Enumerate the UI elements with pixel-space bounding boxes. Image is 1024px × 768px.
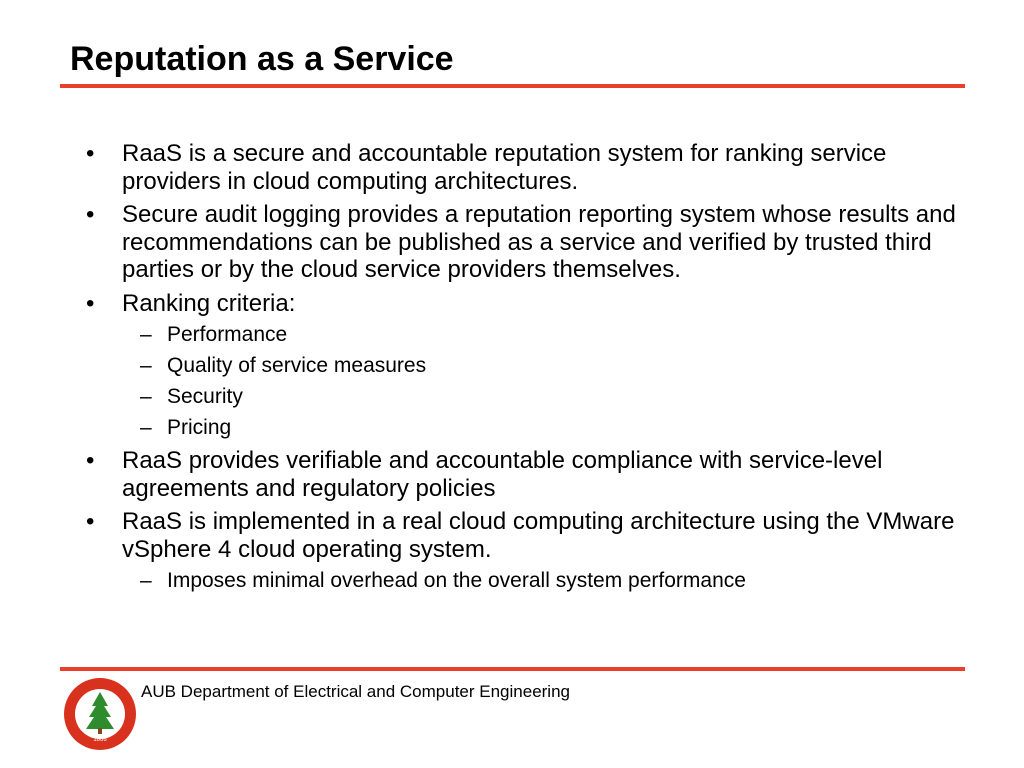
dash-marker: – xyxy=(140,385,152,408)
bullet-item xyxy=(80,140,960,195)
title-divider xyxy=(60,84,965,88)
bullet-item xyxy=(80,508,960,563)
svg-text:1866: 1866 xyxy=(93,737,107,743)
dash-marker: – xyxy=(140,323,152,346)
dash-marker: – xyxy=(140,354,152,377)
slide-title: Reputation as a Service xyxy=(70,40,454,78)
sub-bullet-item xyxy=(80,569,960,593)
bullet-text: Performance xyxy=(167,323,288,346)
sub-bullet-item xyxy=(80,354,960,378)
sub-bullet-item xyxy=(80,323,960,347)
bullet-item xyxy=(80,447,960,502)
bullet-text: Secure audit logging provides a reputation reporting system whose results and recommendations can be published as a service and verified by trusted third parties or by the cloud service providers themselves. xyxy=(122,201,956,283)
bullet-marker: • xyxy=(86,508,95,535)
footer-department: AUB Department of Electrical and Computer Engineering xyxy=(141,682,570,701)
bullet-marker: • xyxy=(86,447,95,474)
dash-marker: – xyxy=(140,416,152,439)
bullet-marker: • xyxy=(86,201,95,228)
bullet-text: Security xyxy=(167,385,243,408)
aub-seal-logo xyxy=(62,676,138,752)
sub-bullet-item xyxy=(80,385,960,409)
bullet-text: Imposes minimal overhead on the overall system performance xyxy=(167,569,746,592)
sub-bullet-item xyxy=(80,416,960,440)
bullet-text: RaaS provides verifiable and accountable compliance with service-level agreements and regulatory policies xyxy=(122,447,883,502)
bullet-item xyxy=(80,201,960,284)
bullet-text: Pricing xyxy=(167,416,232,439)
bullet-marker: • xyxy=(86,289,95,317)
bullet-text: Quality of service measures xyxy=(167,354,427,377)
bullet-list xyxy=(80,140,960,600)
bullet-marker: • xyxy=(86,140,95,167)
dash-marker: – xyxy=(140,569,152,592)
footer-divider xyxy=(60,667,965,671)
bullet-item xyxy=(80,290,960,318)
bullet-text: RaaS is a secure and accountable reputation system for ranking service providers in cloud computing architectures. xyxy=(122,140,887,195)
bullet-text: Ranking criteria: xyxy=(122,289,296,317)
bullet-text: RaaS is implemented in a real cloud computing architecture using the VMware vSphere 4 cloud operating system. xyxy=(122,508,955,563)
